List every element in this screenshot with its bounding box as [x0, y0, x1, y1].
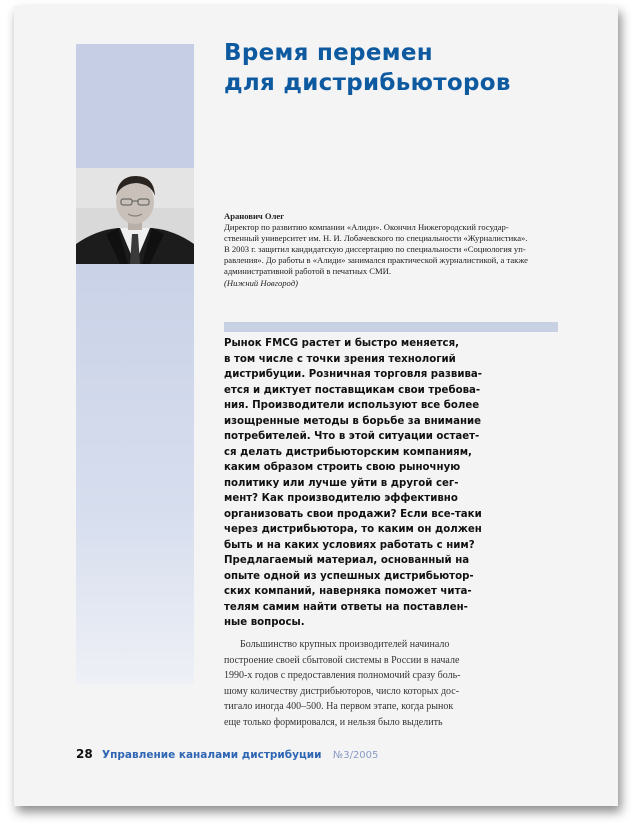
lead-line: организовать свои продажи? Если все-таки	[224, 508, 482, 520]
lead-line: изощренные методы в борьбе за внимание	[224, 415, 482, 427]
lead-line: опыте одной из успешных дистрибьютор-	[224, 570, 474, 582]
lead-line: в том числе с точки зрения технологий	[224, 353, 456, 365]
lead-line: потребителей. Что в этой ситуации остает-	[224, 431, 480, 442]
body-line: Большинство крупных производителей начинало	[240, 639, 450, 650]
lead-line: через дистрибьютора, то каким он должен	[224, 524, 482, 535]
magazine-name: Управление каналами дистрибуции	[102, 749, 322, 761]
body-line: еще только формировался, и нельзя было выделить	[224, 716, 443, 728]
body-paragraph	[224, 637, 474, 731]
lead-line: мент? Как производителю эффективно	[224, 493, 458, 504]
bio-line: Директор по развитию компании «Алиди». Окончил Нижегородский государ-	[224, 222, 509, 233]
lead-line: ния. Производители используют все более	[224, 400, 480, 411]
body-line: построение своей сбытовой системы в России в начале	[224, 654, 460, 666]
lead-line: каким образом строить свою рыночную	[224, 462, 461, 473]
lead-line: быть и на каких условиях работать с ним?	[224, 539, 475, 551]
lead-line: политику или лучше уйти в другой сег-	[224, 477, 459, 489]
author-photo	[76, 168, 194, 264]
magazine-page	[14, 6, 618, 806]
author-portrait-image	[76, 168, 194, 264]
page-number: 28	[76, 747, 93, 761]
lead-paragraph	[224, 336, 494, 631]
article-title-line-2: для дистрибьюторов	[224, 70, 511, 96]
article-title-line-1: Время перемен	[224, 40, 433, 66]
lead-line: ских компаний, наверняка поможет чита-	[224, 586, 472, 597]
lead-line: дистрибуции. Розничная торговля развива-	[224, 369, 483, 380]
body-line: тигало иногда 400–500. На первом этапе, когда рынок	[224, 701, 454, 713]
issue-number: №3/2005	[332, 750, 379, 761]
decorative-strip-bottom	[76, 264, 194, 684]
body-line: шому количеству дистрибьюторов, число которых дос-	[224, 685, 460, 697]
bio-line: ственный университет им. Н. И. Лобачевского по специальности «Журналистика».	[224, 233, 528, 244]
lead-line: телям самим найти ответы на поставлен-	[224, 601, 468, 613]
page-footer	[76, 747, 378, 761]
article-title	[224, 38, 511, 98]
lead-line: ные вопросы.	[224, 617, 305, 628]
bio-line: административной работой в печатных СМИ.	[224, 266, 392, 277]
lead-line: Предлагаемый материал, основанный на	[224, 555, 470, 566]
bio-line: В 2003 г. защитил кандидатскую диссертацию по специальности «Социология уп-	[224, 244, 526, 255]
body-line: 1990-х годов с предоставления полномочий сразу боль-	[224, 670, 461, 682]
bio-line: равления». До работы в «Алиди» занимался практической журналистикой, а также	[224, 255, 528, 266]
author-name: Аранович Олег	[224, 211, 285, 221]
author-bio	[224, 211, 558, 289]
lead-line: ся делать дистрибьюторским компаниям,	[224, 446, 472, 458]
decorative-strip-top	[76, 44, 194, 168]
section-divider-bar	[224, 322, 558, 332]
lead-line: ется и диктует поставщикам свои требова-	[224, 384, 481, 396]
author-location: (Нижний Новгород)	[224, 277, 298, 288]
lead-line: Рынок FMCG растет и быстро меняется,	[224, 338, 460, 349]
